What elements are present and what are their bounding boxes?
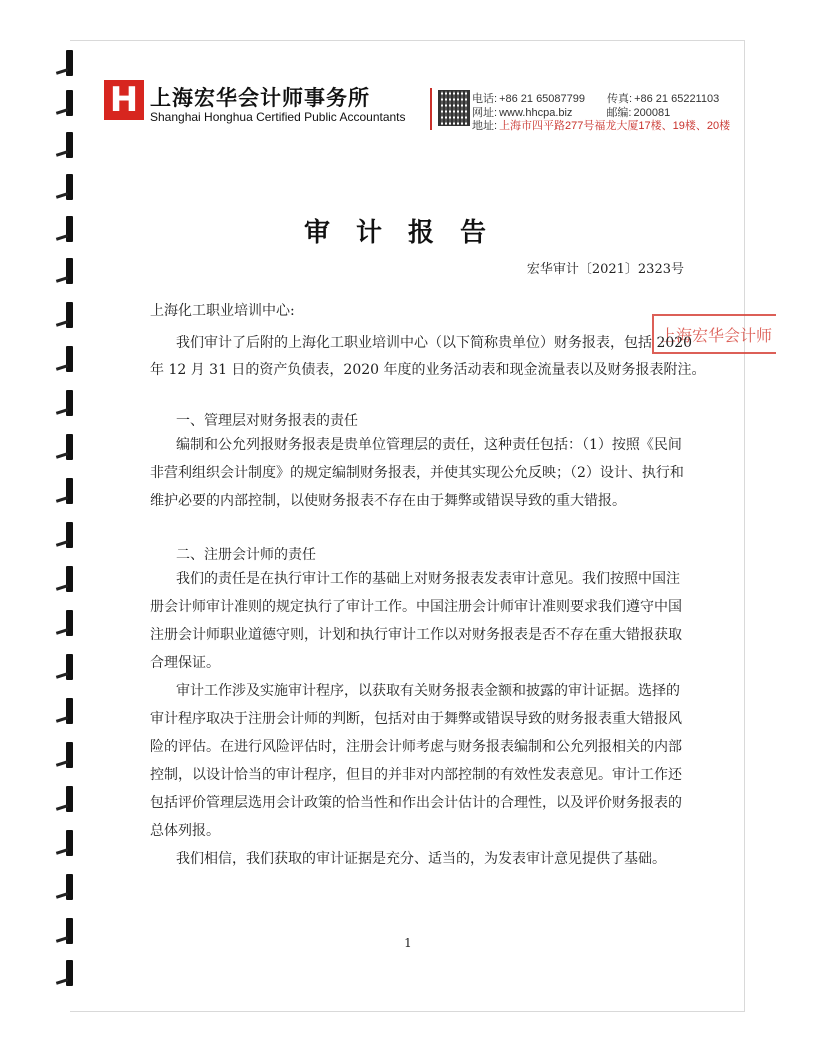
section2-para1-line: 我们的责任是在执行审计工作的基础上对财务报表发表审计意见。我们按照中国注: [176, 571, 680, 587]
address-value: 上海市四平路277号福龙大厦17楼、19楼、20楼: [499, 120, 731, 132]
web-value: www.hhcpa.biz: [499, 107, 573, 119]
contact-line-address: [472, 117, 730, 133]
reference-number: 宏华审计〔2021〕2323号: [526, 262, 684, 277]
section2-para2-line: 包括评价管理层选用会计政策的恰当性和作出会计估计的合理性，以及评价财务报表的: [150, 795, 682, 811]
section2-para2-line: 险的评估。在进行风险评估时，注册会计师考虑与财务报表编制和公允列报相关的内部: [150, 739, 682, 755]
section2-para1-line: 合理保证。: [150, 655, 220, 671]
firm-logo: [104, 80, 144, 120]
zip-value: 200081: [633, 107, 671, 119]
qr-code-icon: [438, 90, 470, 126]
section2-para2-line: 总体列报。: [150, 823, 220, 839]
document-title: 审计报告: [303, 218, 512, 248]
addressee: 上海化工职业培训中心:: [150, 303, 295, 319]
header-divider: [430, 88, 432, 130]
section2-para3: 我们相信，我们获取的审计证据是充分、适当的，为发表审计意见提供了基础。: [176, 851, 666, 867]
section-heading-management: 一、管理层对财务报表的责任: [176, 413, 358, 429]
section2-para2-line: 审计程序取决于注册会计师的判断，包括对由于舞弊或错误导致的财务报表重大错报风: [150, 711, 682, 727]
section1-line: 非营利组织会计制度》的规定编制财务报表，并使其实现公允反映；（2）设计、执行和: [150, 465, 684, 481]
logo-letter: H: [109, 80, 139, 120]
section1-line: 编制和公允列报财务报表是贵单位管理层的责任，这种责任包括：（1）按照《民间: [176, 437, 682, 453]
fax-value: +86 21 65221103: [634, 93, 720, 105]
phone-value: +86 21 65087799: [499, 93, 586, 105]
intro-line-1: 我们审计了后附的上海化工职业培训中心（以下简称贵单位）财务报表，包括 2020: [176, 335, 693, 351]
zip-label: 邮编:: [606, 107, 632, 119]
fax-label: 传真:: [607, 93, 633, 105]
section2-para1-line: 注册会计师职业道德守则，计划和执行审计工作以对财务报表是否不存在重大错报获取: [150, 627, 682, 643]
intro-line-2: 年 12 月 31 日的资产负债表，2020 年度的业务活动表和现金流量表以及财务报表附注。: [150, 362, 706, 378]
section2-para2-line: 控制，以设计恰当的审计程序，但目的并非对内部控制的有效性发表意见。审计工作还: [150, 767, 682, 783]
web-label: 网址:: [472, 107, 498, 119]
section2-para1-line: 册会计师审计准则的规定执行了审计工作。中国注册会计师审计准则要求我们遵守中国: [150, 599, 682, 615]
firm-name-chinese: 上海宏华会计师事务所: [150, 86, 370, 110]
section-heading-auditor: 二、注册会计师的责任: [176, 547, 316, 563]
spiral-binding: [52, 40, 92, 1020]
section2-para2-line: 审计工作涉及实施审计程序，以获取有关财务报表金额和披露的审计证据。选择的: [176, 683, 680, 699]
address-label: 地址:: [472, 120, 498, 132]
firm-name-english: Shanghai Honghua Certified Public Accountants: [150, 110, 406, 124]
phone-label: 电话:: [472, 93, 498, 105]
page-number: 1: [404, 936, 412, 950]
seal-stamp: 上海宏华会计师: [652, 314, 776, 354]
section1-line: 维护必要的内部控制，以使财务报表不存在由于舞弊或错误导致的重大错报。: [150, 493, 626, 509]
